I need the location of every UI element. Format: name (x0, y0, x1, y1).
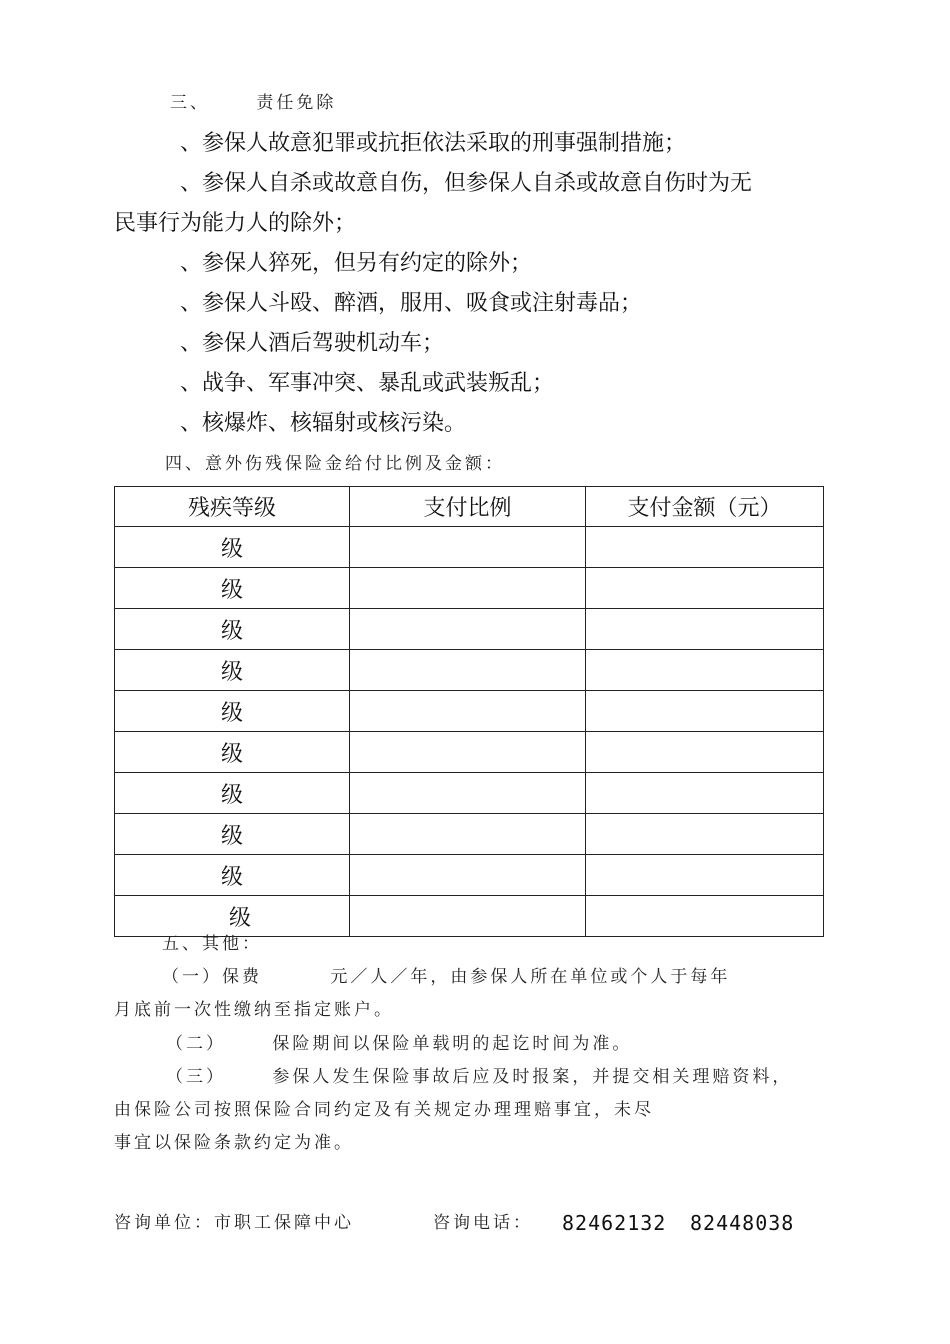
grade-cell: 级 (115, 773, 350, 814)
table-header-row (115, 487, 824, 527)
exclusion-item-2: 、参保人自杀或故意自伤，但参保人自杀或故意自伤时为无 (180, 171, 753, 196)
grade-cell: 级 (115, 732, 350, 773)
notes-item-3 (166, 1067, 792, 1087)
exclusion-item-6: 、战争、军事冲突、暴乱或武装叛乱； (180, 371, 555, 396)
exclusion-item-1: 、参保人故意犯罪或抗拒依法采取的刑事强制措施； (180, 131, 687, 156)
amount-cell (586, 773, 824, 814)
notes-item-3-cont-1: 由保险公司按照保险合同约定及有关规定办理理赔事宜，未尽 (114, 1100, 654, 1120)
exclusion-heading (170, 93, 336, 113)
notes-item-3-num: （三） (166, 1067, 226, 1087)
column-header-amount: 支付金额（元） (586, 487, 824, 527)
footer-contact-unit: 咨询单位：市职工保障中心 (114, 1213, 354, 1233)
exclusion-item-5: 、参保人酒后驾驶机动车； (180, 331, 445, 356)
amount-cell (586, 609, 824, 650)
amount-cell (586, 732, 824, 773)
amount-cell (586, 691, 824, 732)
amount-cell (586, 650, 824, 691)
grade-cell: 级 (115, 650, 350, 691)
notes-item-1-cont: 月底前一次性缴纳至指定账户。 (114, 1000, 394, 1020)
ratio-cell (350, 527, 586, 568)
exclusion-heading-label: 责任免除 (256, 93, 337, 113)
disability-grade-table (114, 486, 824, 937)
notes-item-3-cont-2: 事宜以保险条款约定为准。 (114, 1133, 354, 1153)
ratio-cell (350, 650, 586, 691)
notes-item-2 (166, 1034, 632, 1054)
notes-item-1 (162, 967, 730, 987)
amount-cell (586, 896, 824, 937)
amount-cell (586, 527, 824, 568)
table-row (115, 855, 824, 896)
amount-cell (586, 855, 824, 896)
table-row (115, 568, 824, 609)
ratio-cell (350, 691, 586, 732)
exclusion-item-7: 、核爆炸、核辐射或核污染。 (180, 411, 467, 436)
table-row (115, 732, 824, 773)
grade-cell: 级 (115, 691, 350, 732)
ratio-cell (350, 814, 586, 855)
grade-cell: 级 (115, 814, 350, 855)
table-row (115, 814, 824, 855)
column-header-ratio: 支付比例 (350, 487, 586, 527)
ratio-cell (350, 609, 586, 650)
exclusion-item-4: 、参保人斗殴、醉酒，服用、吸食或注射毒品； (180, 291, 643, 316)
table-row (115, 527, 824, 568)
grade-cell: 级 (115, 568, 350, 609)
footer-phone-2: 82448038 (690, 1211, 795, 1235)
notes-item-2-text: 保险期间以保险单载明的起讫时间为准。 (272, 1034, 633, 1054)
notes-item-1-text: 元／人／年，由参保人所在单位或个人于每年 (330, 967, 731, 987)
exclusion-item-2-cont: 民事行为能力人的除外； (114, 211, 357, 236)
footer-phone-1: 82462132 (562, 1211, 667, 1235)
ratio-cell (350, 568, 586, 609)
notes-heading: 五、其他： (162, 934, 262, 954)
table-row (115, 609, 824, 650)
grade-cell: 级 (115, 527, 350, 568)
footer-phone-label: 咨询电话： (433, 1213, 533, 1233)
exclusion-heading-num: 三、 (170, 93, 210, 113)
grade-cell: 级 (115, 896, 350, 937)
ratio-cell (350, 855, 586, 896)
amount-cell (586, 568, 824, 609)
grade-cell: 级 (115, 609, 350, 650)
table-row (115, 650, 824, 691)
notes-item-2-num: （二） (166, 1034, 226, 1054)
notes-item-3-text: 参保人发生保险事故后应及时报案，并提交相关理赔资料， (272, 1067, 793, 1087)
column-header-grade: 残疾等级 (115, 487, 350, 527)
exclusion-item-3: 、参保人猝死，但另有约定的除外； (180, 251, 533, 276)
amount-cell (586, 814, 824, 855)
table-row (115, 691, 824, 732)
ratio-cell (350, 732, 586, 773)
table-caption: 四、意外伤残保险金给付比例及金额： (165, 454, 505, 474)
ratio-cell (350, 773, 586, 814)
table-row (115, 773, 824, 814)
ratio-cell (350, 896, 586, 937)
table-row (115, 896, 824, 937)
grade-cell: 级 (115, 855, 350, 896)
notes-item-1-num: （一）保费 (162, 967, 262, 987)
